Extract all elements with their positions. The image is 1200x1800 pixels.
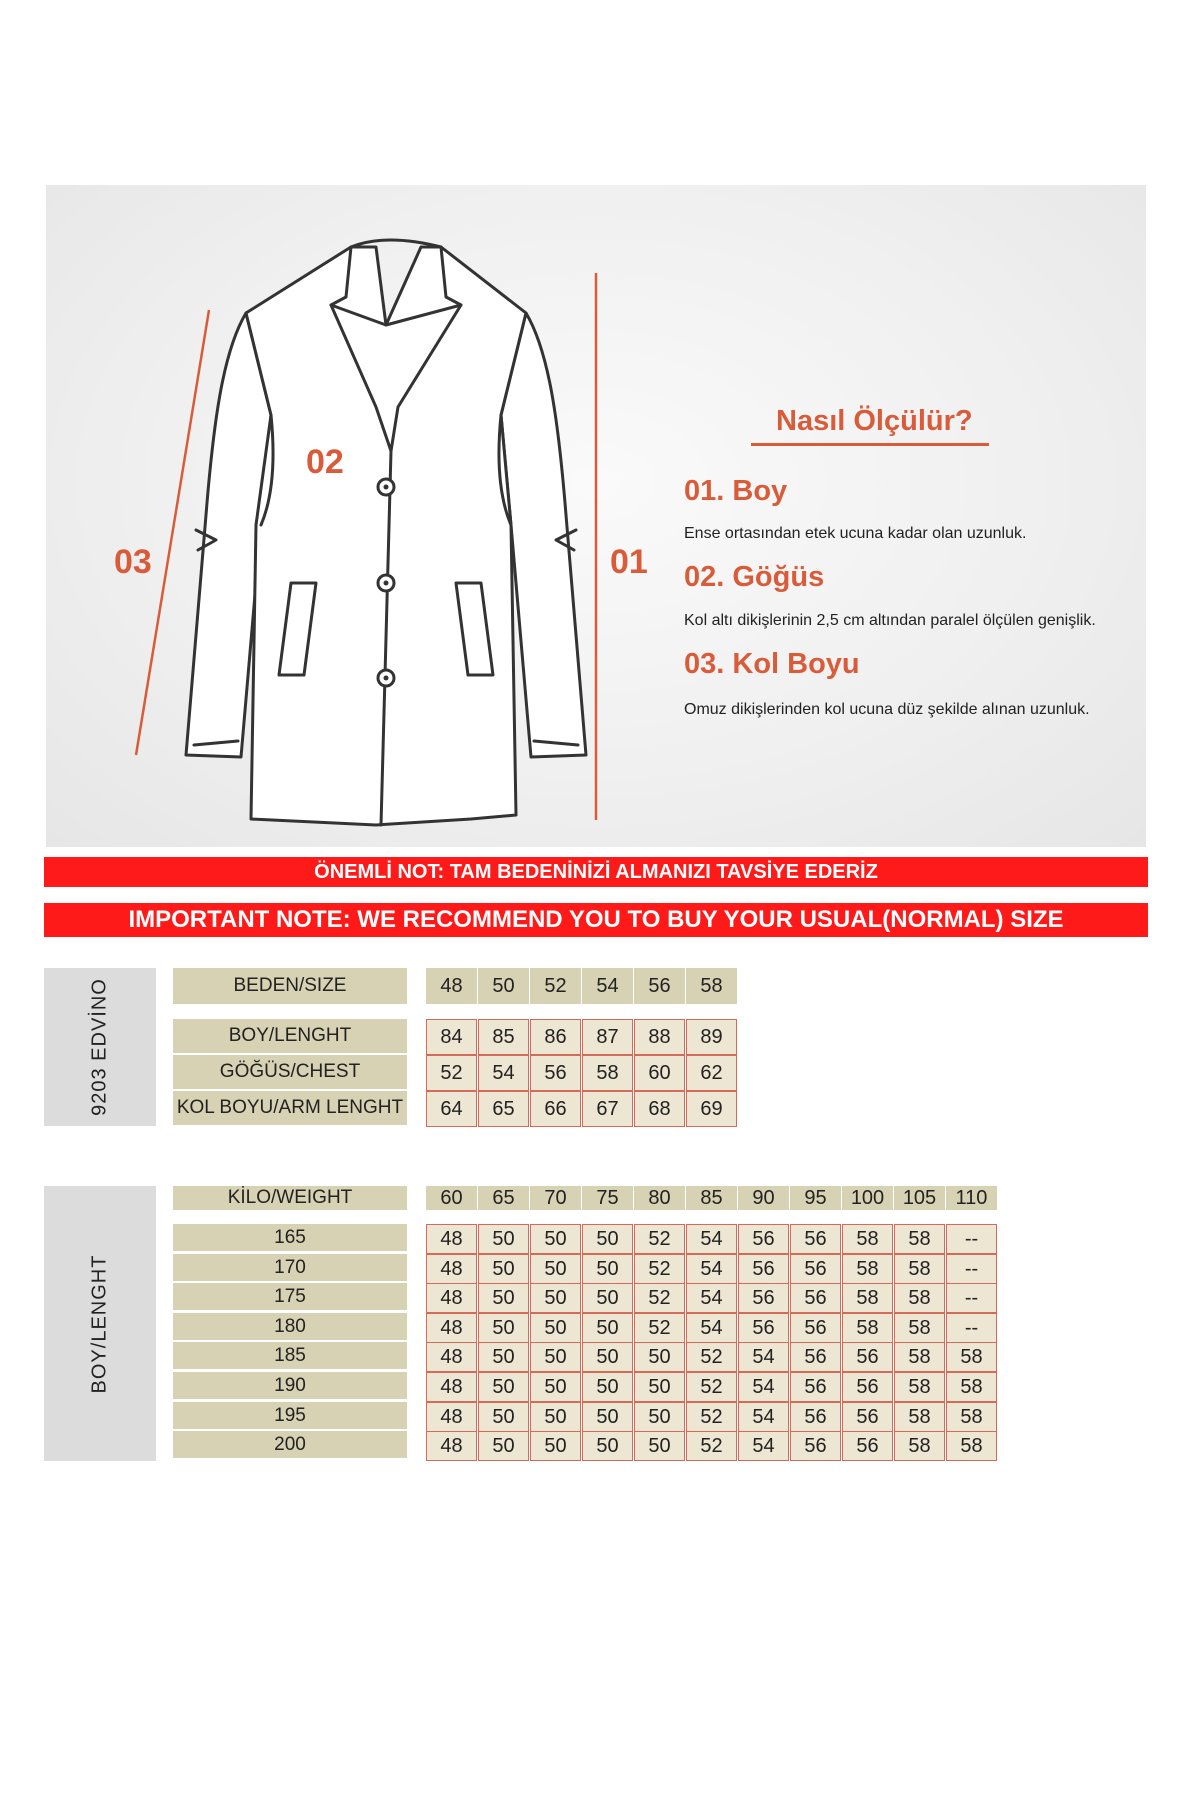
size-table-side-label: [44, 968, 156, 1126]
size-cell: 54: [478, 1055, 529, 1091]
size-cell: 60: [634, 1055, 685, 1091]
weight-size-cell: 48: [426, 1431, 477, 1461]
weight-size-cell: 50: [478, 1431, 529, 1461]
step-desc-length: Ense ortasından etek ucuna kadar olan uzunluk.: [684, 525, 1027, 542]
weight-size-cell: 58: [946, 1402, 997, 1432]
weight-size-cell: 54: [738, 1402, 789, 1432]
weight-size-cell: 50: [530, 1254, 581, 1284]
size-header-cell: 54: [582, 968, 633, 1004]
weight-header-cell: 90: [738, 1186, 789, 1210]
size-cell: 84: [426, 1019, 477, 1055]
size-cell: 68: [634, 1091, 685, 1127]
weight-size-cell: 50: [478, 1283, 529, 1313]
weight-header-cell: 70: [530, 1186, 581, 1210]
size-row-label: KOL BOYU/ARM LENGHT: [173, 1091, 407, 1125]
step-title-chest: 02. Göğüs: [684, 561, 825, 593]
size-cell: 88: [634, 1019, 685, 1055]
weight-size-cell: 54: [686, 1283, 737, 1313]
weight-size-cell: 52: [686, 1342, 737, 1372]
weight-size-cell: 58: [946, 1431, 997, 1461]
weight-header-cell: 105: [894, 1186, 945, 1210]
weight-size-cell: 50: [582, 1431, 633, 1461]
size-header-cell: 52: [530, 968, 581, 1004]
size-cell: 67: [582, 1091, 633, 1127]
weight-size-cell: 58: [842, 1313, 893, 1343]
weight-size-cell: 58: [946, 1342, 997, 1372]
weight-size-cell: 52: [686, 1372, 737, 1402]
step-title-arm: 03. Kol Boyu: [684, 648, 860, 680]
weight-size-cell: 58: [842, 1224, 893, 1254]
weight-header-label: KİLO/WEIGHT: [173, 1186, 407, 1210]
weight-size-cell: 56: [790, 1224, 841, 1254]
weight-size-cell: 54: [738, 1372, 789, 1402]
weight-size-cell: 50: [634, 1372, 685, 1402]
weight-size-cell: --: [946, 1283, 997, 1313]
weight-size-cell: 48: [426, 1372, 477, 1402]
step-title-length: 01. Boy: [684, 475, 788, 507]
weight-size-cell: 56: [738, 1313, 789, 1343]
weight-size-cell: 56: [790, 1372, 841, 1402]
weight-size-cell: 48: [426, 1313, 477, 1343]
weight-header-cell: 60: [426, 1186, 477, 1210]
weight-size-cell: 50: [478, 1313, 529, 1343]
size-cell: 66: [530, 1091, 581, 1127]
weight-size-cell: 56: [790, 1283, 841, 1313]
size-cell: 87: [582, 1019, 633, 1055]
weight-size-cell: 54: [686, 1254, 737, 1284]
weight-size-cell: 48: [426, 1254, 477, 1284]
weight-size-cell: 50: [478, 1224, 529, 1254]
weight-size-cell: 58: [842, 1283, 893, 1313]
weight-size-cell: 48: [426, 1342, 477, 1372]
weight-size-cell: 50: [634, 1342, 685, 1372]
weight-size-cell: 50: [530, 1313, 581, 1343]
size-row-label: GÖĞÜS/CHEST: [173, 1055, 407, 1089]
weight-table-side-label: [44, 1186, 156, 1461]
weight-size-cell: 50: [478, 1254, 529, 1284]
size-cell: 86: [530, 1019, 581, 1055]
how-to-measure-title: Nasıl Ölçülür?: [776, 405, 973, 437]
weight-size-cell: 52: [686, 1402, 737, 1432]
weight-header-cell: 85: [686, 1186, 737, 1210]
weight-size-cell: 58: [894, 1372, 945, 1402]
product-code-label: 9203 EDVİNO: [88, 978, 111, 1116]
size-row-label: BOY/LENGHT: [173, 1019, 407, 1053]
weight-size-cell: 56: [790, 1313, 841, 1343]
weight-size-cell: 54: [686, 1224, 737, 1254]
weight-size-cell: 56: [842, 1402, 893, 1432]
weight-size-cell: 56: [738, 1224, 789, 1254]
weight-size-cell: 58: [894, 1254, 945, 1284]
weight-size-cell: 50: [530, 1402, 581, 1432]
weight-size-cell: 58: [842, 1254, 893, 1284]
size-cell: 89: [686, 1019, 737, 1055]
size-cell: 65: [478, 1091, 529, 1127]
weight-size-cell: 52: [634, 1254, 685, 1284]
weight-size-cell: 56: [842, 1372, 893, 1402]
weight-header-cell: 80: [634, 1186, 685, 1210]
step-desc-arm: Omuz dikişlerinden kol ucuna düz şekilde alınan uzunluk.: [684, 701, 1090, 718]
size-cell: 64: [426, 1091, 477, 1127]
size-cell: 56: [530, 1055, 581, 1091]
title-underline: [751, 443, 989, 446]
weight-size-cell: 50: [530, 1224, 581, 1254]
weight-size-cell: --: [946, 1313, 997, 1343]
size-cell: 69: [686, 1091, 737, 1127]
weight-header-cell: 100: [842, 1186, 893, 1210]
size-cell: 58: [582, 1055, 633, 1091]
weight-size-cell: 48: [426, 1283, 477, 1313]
length-marker-label: 01: [610, 543, 648, 581]
weight-size-cell: 50: [530, 1342, 581, 1372]
weight-size-cell: 50: [582, 1372, 633, 1402]
size-header-cell: 50: [478, 968, 529, 1004]
size-header-cell: 56: [634, 968, 685, 1004]
weight-size-cell: 58: [894, 1402, 945, 1432]
step-desc-chest: Kol altı dikişlerinin 2,5 cm altından paralel ölçülen genişlik.: [684, 612, 1096, 629]
size-cell: 52: [426, 1055, 477, 1091]
weight-size-cell: 48: [426, 1224, 477, 1254]
weight-size-cell: 50: [582, 1313, 633, 1343]
weight-size-cell: 58: [894, 1283, 945, 1313]
weight-size-cell: 56: [790, 1402, 841, 1432]
weight-size-cell: 50: [582, 1224, 633, 1254]
height-row-label: 195: [173, 1402, 407, 1429]
weight-size-cell: 56: [738, 1254, 789, 1284]
weight-size-cell: 54: [686, 1313, 737, 1343]
weight-size-cell: 52: [634, 1283, 685, 1313]
weight-header-cell: 95: [790, 1186, 841, 1210]
weight-size-cell: 56: [790, 1254, 841, 1284]
weight-size-cell: 56: [842, 1431, 893, 1461]
weight-header-cell: 65: [478, 1186, 529, 1210]
height-axis-label: BOY/LENGHT: [88, 1254, 111, 1393]
weight-size-cell: 50: [582, 1283, 633, 1313]
chest-marker-label: 02: [306, 443, 344, 481]
weight-size-cell: 56: [842, 1342, 893, 1372]
height-row-label: 200: [173, 1431, 407, 1458]
weight-header-cell: 75: [582, 1186, 633, 1210]
weight-size-cell: 50: [478, 1402, 529, 1432]
weight-size-cell: 50: [478, 1372, 529, 1402]
weight-size-cell: 52: [686, 1431, 737, 1461]
measurement-guide-panel: [46, 185, 1146, 847]
weight-size-cell: --: [946, 1254, 997, 1284]
weight-size-cell: 58: [946, 1372, 997, 1402]
height-row-label: 165: [173, 1224, 407, 1251]
size-cell: 85: [478, 1019, 529, 1055]
weight-size-cell: 50: [478, 1342, 529, 1372]
size-header-cell: 58: [686, 968, 737, 1004]
size-header-label: BEDEN/SIZE: [173, 968, 407, 1004]
important-note-en: IMPORTANT NOTE: WE RECOMMEND YOU TO BUY YOUR USUAL(NORMAL) SIZE: [44, 903, 1148, 937]
weight-size-cell: 50: [582, 1342, 633, 1372]
height-row-label: 170: [173, 1254, 407, 1281]
weight-size-cell: 50: [634, 1431, 685, 1461]
weight-size-cell: 52: [634, 1313, 685, 1343]
weight-size-cell: 50: [530, 1283, 581, 1313]
weight-size-cell: 50: [582, 1254, 633, 1284]
weight-size-cell: 48: [426, 1402, 477, 1432]
size-cell: 62: [686, 1055, 737, 1091]
important-note-tr: ÖNEMLİ NOT: TAM BEDENİNİZİ ALMANIZI TAVSİYE EDERİZ: [44, 857, 1148, 887]
weight-size-cell: 56: [738, 1283, 789, 1313]
weight-size-cell: 54: [738, 1431, 789, 1461]
size-header-cell: 48: [426, 968, 477, 1004]
weight-size-cell: 58: [894, 1313, 945, 1343]
weight-size-cell: 56: [790, 1431, 841, 1461]
height-row-label: 185: [173, 1342, 407, 1369]
weight-size-cell: 50: [634, 1402, 685, 1432]
height-row-label: 190: [173, 1372, 407, 1399]
weight-size-cell: 54: [738, 1342, 789, 1372]
weight-size-cell: 50: [530, 1372, 581, 1402]
weight-size-cell: 50: [582, 1402, 633, 1432]
weight-size-cell: 56: [790, 1342, 841, 1372]
height-row-label: 180: [173, 1313, 407, 1340]
weight-size-cell: 52: [634, 1224, 685, 1254]
weight-size-cell: --: [946, 1224, 997, 1254]
arm-marker-label: 03: [114, 543, 152, 581]
height-row-label: 175: [173, 1283, 407, 1310]
weight-size-cell: 58: [894, 1342, 945, 1372]
jacket-illustration: [46, 185, 1146, 847]
weight-size-cell: 50: [530, 1431, 581, 1461]
weight-header-cell: 110: [946, 1186, 997, 1210]
weight-size-cell: 58: [894, 1224, 945, 1254]
weight-size-cell: 58: [894, 1431, 945, 1461]
